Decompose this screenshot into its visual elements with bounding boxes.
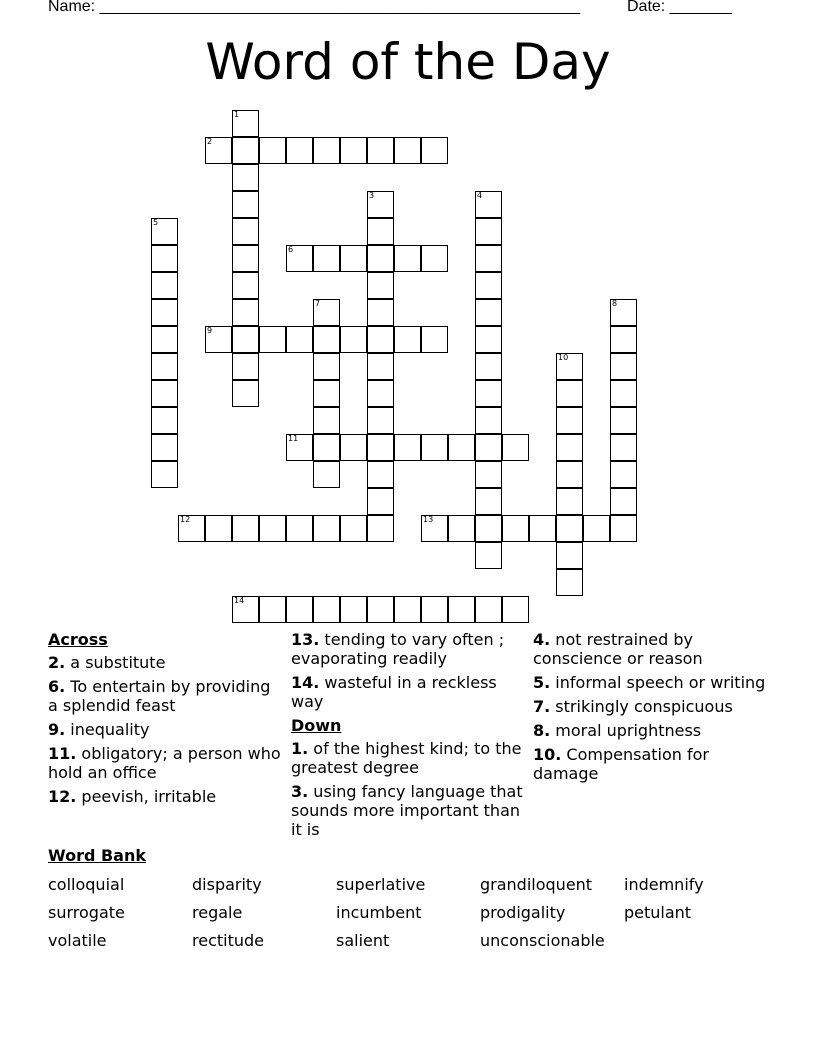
grid-cell[interactable] (394, 434, 421, 461)
clue-number: 5. (533, 673, 551, 692)
clue-text: informal speech or writing (550, 673, 766, 692)
grid-cell[interactable] (475, 218, 502, 245)
grid-cell[interactable] (583, 515, 610, 542)
grid-cell[interactable] (475, 488, 502, 515)
word-bank-item: petulant (624, 903, 692, 922)
grid-cell[interactable] (232, 326, 259, 353)
grid-cell[interactable] (502, 515, 529, 542)
cell-number: 12 (180, 515, 191, 524)
grid-cell[interactable] (232, 380, 259, 407)
clue-text: moral uprightness (550, 721, 702, 740)
clue-text: using fancy language that sounds more important than it is (291, 782, 523, 839)
grid-cell[interactable] (475, 515, 502, 542)
grid-cell[interactable] (151, 407, 178, 434)
clue-item (48, 787, 283, 806)
grid-cell[interactable] (502, 434, 529, 461)
across-clue-list-continued (291, 630, 526, 711)
grid-cell[interactable] (367, 596, 394, 623)
grid-cell[interactable] (556, 380, 583, 407)
grid-cell[interactable] (610, 353, 637, 380)
grid-cell[interactable] (475, 380, 502, 407)
grid-cell[interactable] (475, 272, 502, 299)
grid-cell[interactable] (313, 596, 340, 623)
clue-text: wasteful in a reckless way (291, 673, 497, 711)
grid-cell[interactable] (421, 596, 448, 623)
grid-cell[interactable] (556, 434, 583, 461)
word-bank-title: Word Bank (48, 846, 147, 865)
grid-cell[interactable] (394, 137, 421, 164)
clue-number: 9. (48, 720, 66, 739)
grid-cell[interactable] (367, 515, 394, 542)
cell-number: 7 (315, 299, 321, 308)
grid-cell[interactable] (340, 434, 367, 461)
clue-text: of the highest kind; to the greatest degree (291, 739, 522, 777)
grid-cell[interactable] (556, 461, 583, 488)
cell-number: 6 (288, 245, 294, 254)
cell-number: 8 (612, 299, 618, 308)
grid-cell[interactable] (475, 245, 502, 272)
grid-cell[interactable] (151, 461, 178, 488)
grid-cell[interactable] (448, 596, 475, 623)
grid-cell[interactable] (232, 353, 259, 380)
grid-cell[interactable] (232, 515, 259, 542)
name-field-label: Name: ______________________________________________________ (48, 0, 581, 15)
grid-cell[interactable] (610, 434, 637, 461)
clues-column-3 (533, 630, 773, 788)
across-clue-list (48, 653, 283, 806)
grid-cell[interactable] (394, 326, 421, 353)
grid-cell[interactable] (259, 326, 286, 353)
clue-text: Compensation for damage (533, 745, 709, 783)
grid-cell[interactable] (232, 245, 259, 272)
grid-cell[interactable] (232, 218, 259, 245)
clue-number: 6. (48, 677, 66, 696)
grid-cell[interactable] (394, 245, 421, 272)
down-clue-list-continued (533, 630, 773, 783)
grid-cell[interactable] (205, 515, 232, 542)
clue-number: 1. (291, 739, 309, 758)
cell-number: 10 (558, 353, 569, 362)
cell-number: 2 (207, 137, 213, 146)
clue-text: peevish, irritable (76, 787, 217, 806)
grid-cell[interactable] (394, 596, 421, 623)
grid-cell[interactable] (367, 245, 394, 272)
grid-cell[interactable] (151, 326, 178, 353)
grid-cell[interactable] (151, 434, 178, 461)
cell-number: 11 (288, 434, 299, 443)
grid-cell[interactable] (313, 380, 340, 407)
grid-cell[interactable] (367, 407, 394, 434)
clue-number: 13. (291, 630, 320, 649)
clue-number: 10. (533, 745, 562, 764)
grid-cell[interactable] (610, 380, 637, 407)
clue-text: To entertain by providing a splendid feast (48, 677, 271, 715)
word-bank-item: regale (192, 903, 243, 922)
grid-cell[interactable] (313, 326, 340, 353)
clue-text: tending to vary often ; evaporating readily (291, 630, 505, 668)
grid-cell[interactable] (610, 461, 637, 488)
clue-item (291, 739, 526, 777)
clue-number: 8. (533, 721, 551, 740)
grid-cell[interactable] (367, 272, 394, 299)
clue-number: 4. (533, 630, 551, 649)
grid-cell[interactable] (475, 299, 502, 326)
clues-column-1 (48, 630, 283, 811)
word-bank-item: salient (336, 931, 390, 950)
clue-item (48, 653, 283, 672)
word-bank-item: incumbent (336, 903, 422, 922)
grid-cell[interactable] (313, 407, 340, 434)
clue-number: 2. (48, 653, 66, 672)
grid-cell[interactable] (340, 596, 367, 623)
grid-cell[interactable] (232, 164, 259, 191)
word-bank-item: colloquial (48, 875, 125, 894)
grid-cell[interactable] (610, 407, 637, 434)
grid-cell[interactable] (475, 353, 502, 380)
clue-item (291, 673, 526, 711)
clue-item (533, 630, 773, 668)
page-title: Word of the Day (205, 33, 611, 91)
grid-cell[interactable] (475, 461, 502, 488)
clue-text: inequality (65, 720, 150, 739)
grid-cell[interactable] (340, 245, 367, 272)
grid-cell[interactable] (151, 353, 178, 380)
grid-cell[interactable] (421, 245, 448, 272)
grid-cell[interactable] (151, 380, 178, 407)
grid-cell[interactable] (151, 245, 178, 272)
grid-cell[interactable] (313, 515, 340, 542)
grid-cell[interactable] (313, 461, 340, 488)
grid-cell[interactable] (475, 407, 502, 434)
grid-cell[interactable] (367, 326, 394, 353)
cell-number: 13 (423, 515, 434, 524)
clue-text: obligatory; a person who hold an office (48, 744, 281, 782)
word-bank-item: indemnify (624, 875, 704, 894)
grid-cell[interactable] (286, 596, 313, 623)
grid-cell[interactable] (340, 515, 367, 542)
grid-cell[interactable] (232, 272, 259, 299)
grid-cell[interactable] (313, 137, 340, 164)
clue-text: not restrained by conscience or reason (533, 630, 703, 668)
word-bank-item: unconscionable (480, 931, 605, 950)
grid-cell[interactable] (475, 434, 502, 461)
grid-cell[interactable] (475, 326, 502, 353)
grid-cell[interactable] (475, 596, 502, 623)
word-bank-item: prodigality (480, 903, 566, 922)
cell-number: 9 (207, 326, 213, 335)
grid-cell[interactable] (556, 569, 583, 596)
grid-cell[interactable] (367, 353, 394, 380)
clue-item (291, 630, 526, 668)
cell-number: 3 (369, 191, 375, 200)
grid-cell[interactable] (475, 542, 502, 569)
clue-text: a substitute (65, 653, 166, 672)
grid-cell[interactable] (340, 326, 367, 353)
grid-cell[interactable] (259, 515, 286, 542)
grid-cell[interactable] (367, 299, 394, 326)
cell-number: 4 (477, 191, 483, 200)
grid-cell[interactable] (313, 245, 340, 272)
grid-cell[interactable] (448, 434, 475, 461)
clue-item (533, 745, 773, 783)
grid-cell[interactable] (286, 137, 313, 164)
grid-cell[interactable] (556, 542, 583, 569)
grid-cell[interactable] (529, 515, 556, 542)
grid-cell[interactable] (367, 218, 394, 245)
clue-number: 3. (291, 782, 309, 801)
date-field-label: Date: _______ (627, 0, 732, 15)
across-heading: Across (48, 630, 108, 649)
grid-cell[interactable] (259, 596, 286, 623)
grid-cell[interactable] (448, 515, 475, 542)
grid-cell[interactable] (151, 272, 178, 299)
grid-cell[interactable] (556, 407, 583, 434)
word-bank-item: disparity (192, 875, 262, 894)
word-bank-item: grandiloquent (480, 875, 593, 894)
clues-column-2 (291, 630, 526, 844)
grid-cell[interactable] (367, 461, 394, 488)
clue-number: 7. (533, 697, 551, 716)
grid-cell[interactable] (556, 488, 583, 515)
grid-cell[interactable] (421, 434, 448, 461)
grid-cell[interactable] (367, 488, 394, 515)
cell-number: 5 (153, 218, 159, 227)
word-bank-item: surrogate (48, 903, 125, 922)
clue-item (533, 697, 773, 716)
grid-cell[interactable] (610, 515, 637, 542)
grid-cell[interactable] (421, 326, 448, 353)
down-clue-list (291, 739, 526, 839)
grid-cell[interactable] (151, 299, 178, 326)
word-bank-item: volatile (48, 931, 107, 950)
clue-number: 12. (48, 787, 77, 806)
clue-item (48, 720, 283, 739)
clue-number: 14. (291, 673, 320, 692)
grid-cell[interactable] (232, 137, 259, 164)
grid-cell[interactable] (232, 191, 259, 218)
grid-cell[interactable] (421, 137, 448, 164)
clue-item (291, 782, 526, 839)
grid-cell[interactable] (313, 434, 340, 461)
cell-number: 14 (234, 596, 245, 605)
grid-cell[interactable] (367, 137, 394, 164)
grid-cell[interactable] (367, 380, 394, 407)
clue-text: strikingly conspicuous (550, 697, 733, 716)
down-heading: Down (291, 716, 342, 735)
grid-cell[interactable] (610, 326, 637, 353)
clue-item (533, 673, 773, 692)
grid-cell[interactable] (286, 326, 313, 353)
cell-number: 1 (234, 110, 240, 119)
word-bank-item: rectitude (192, 931, 264, 950)
grid-cell[interactable] (556, 515, 583, 542)
grid-cell[interactable] (367, 434, 394, 461)
grid-cell[interactable] (340, 137, 367, 164)
grid-cell[interactable] (502, 596, 529, 623)
grid-cell[interactable] (232, 299, 259, 326)
grid-cell[interactable] (286, 515, 313, 542)
clue-number: 11. (48, 744, 77, 763)
grid-cell[interactable] (610, 488, 637, 515)
clue-item (533, 721, 773, 740)
grid-cell[interactable] (313, 353, 340, 380)
clue-item (48, 744, 283, 782)
word-bank-item: superlative (336, 875, 426, 894)
grid-cell[interactable] (259, 137, 286, 164)
clue-item (48, 677, 283, 715)
